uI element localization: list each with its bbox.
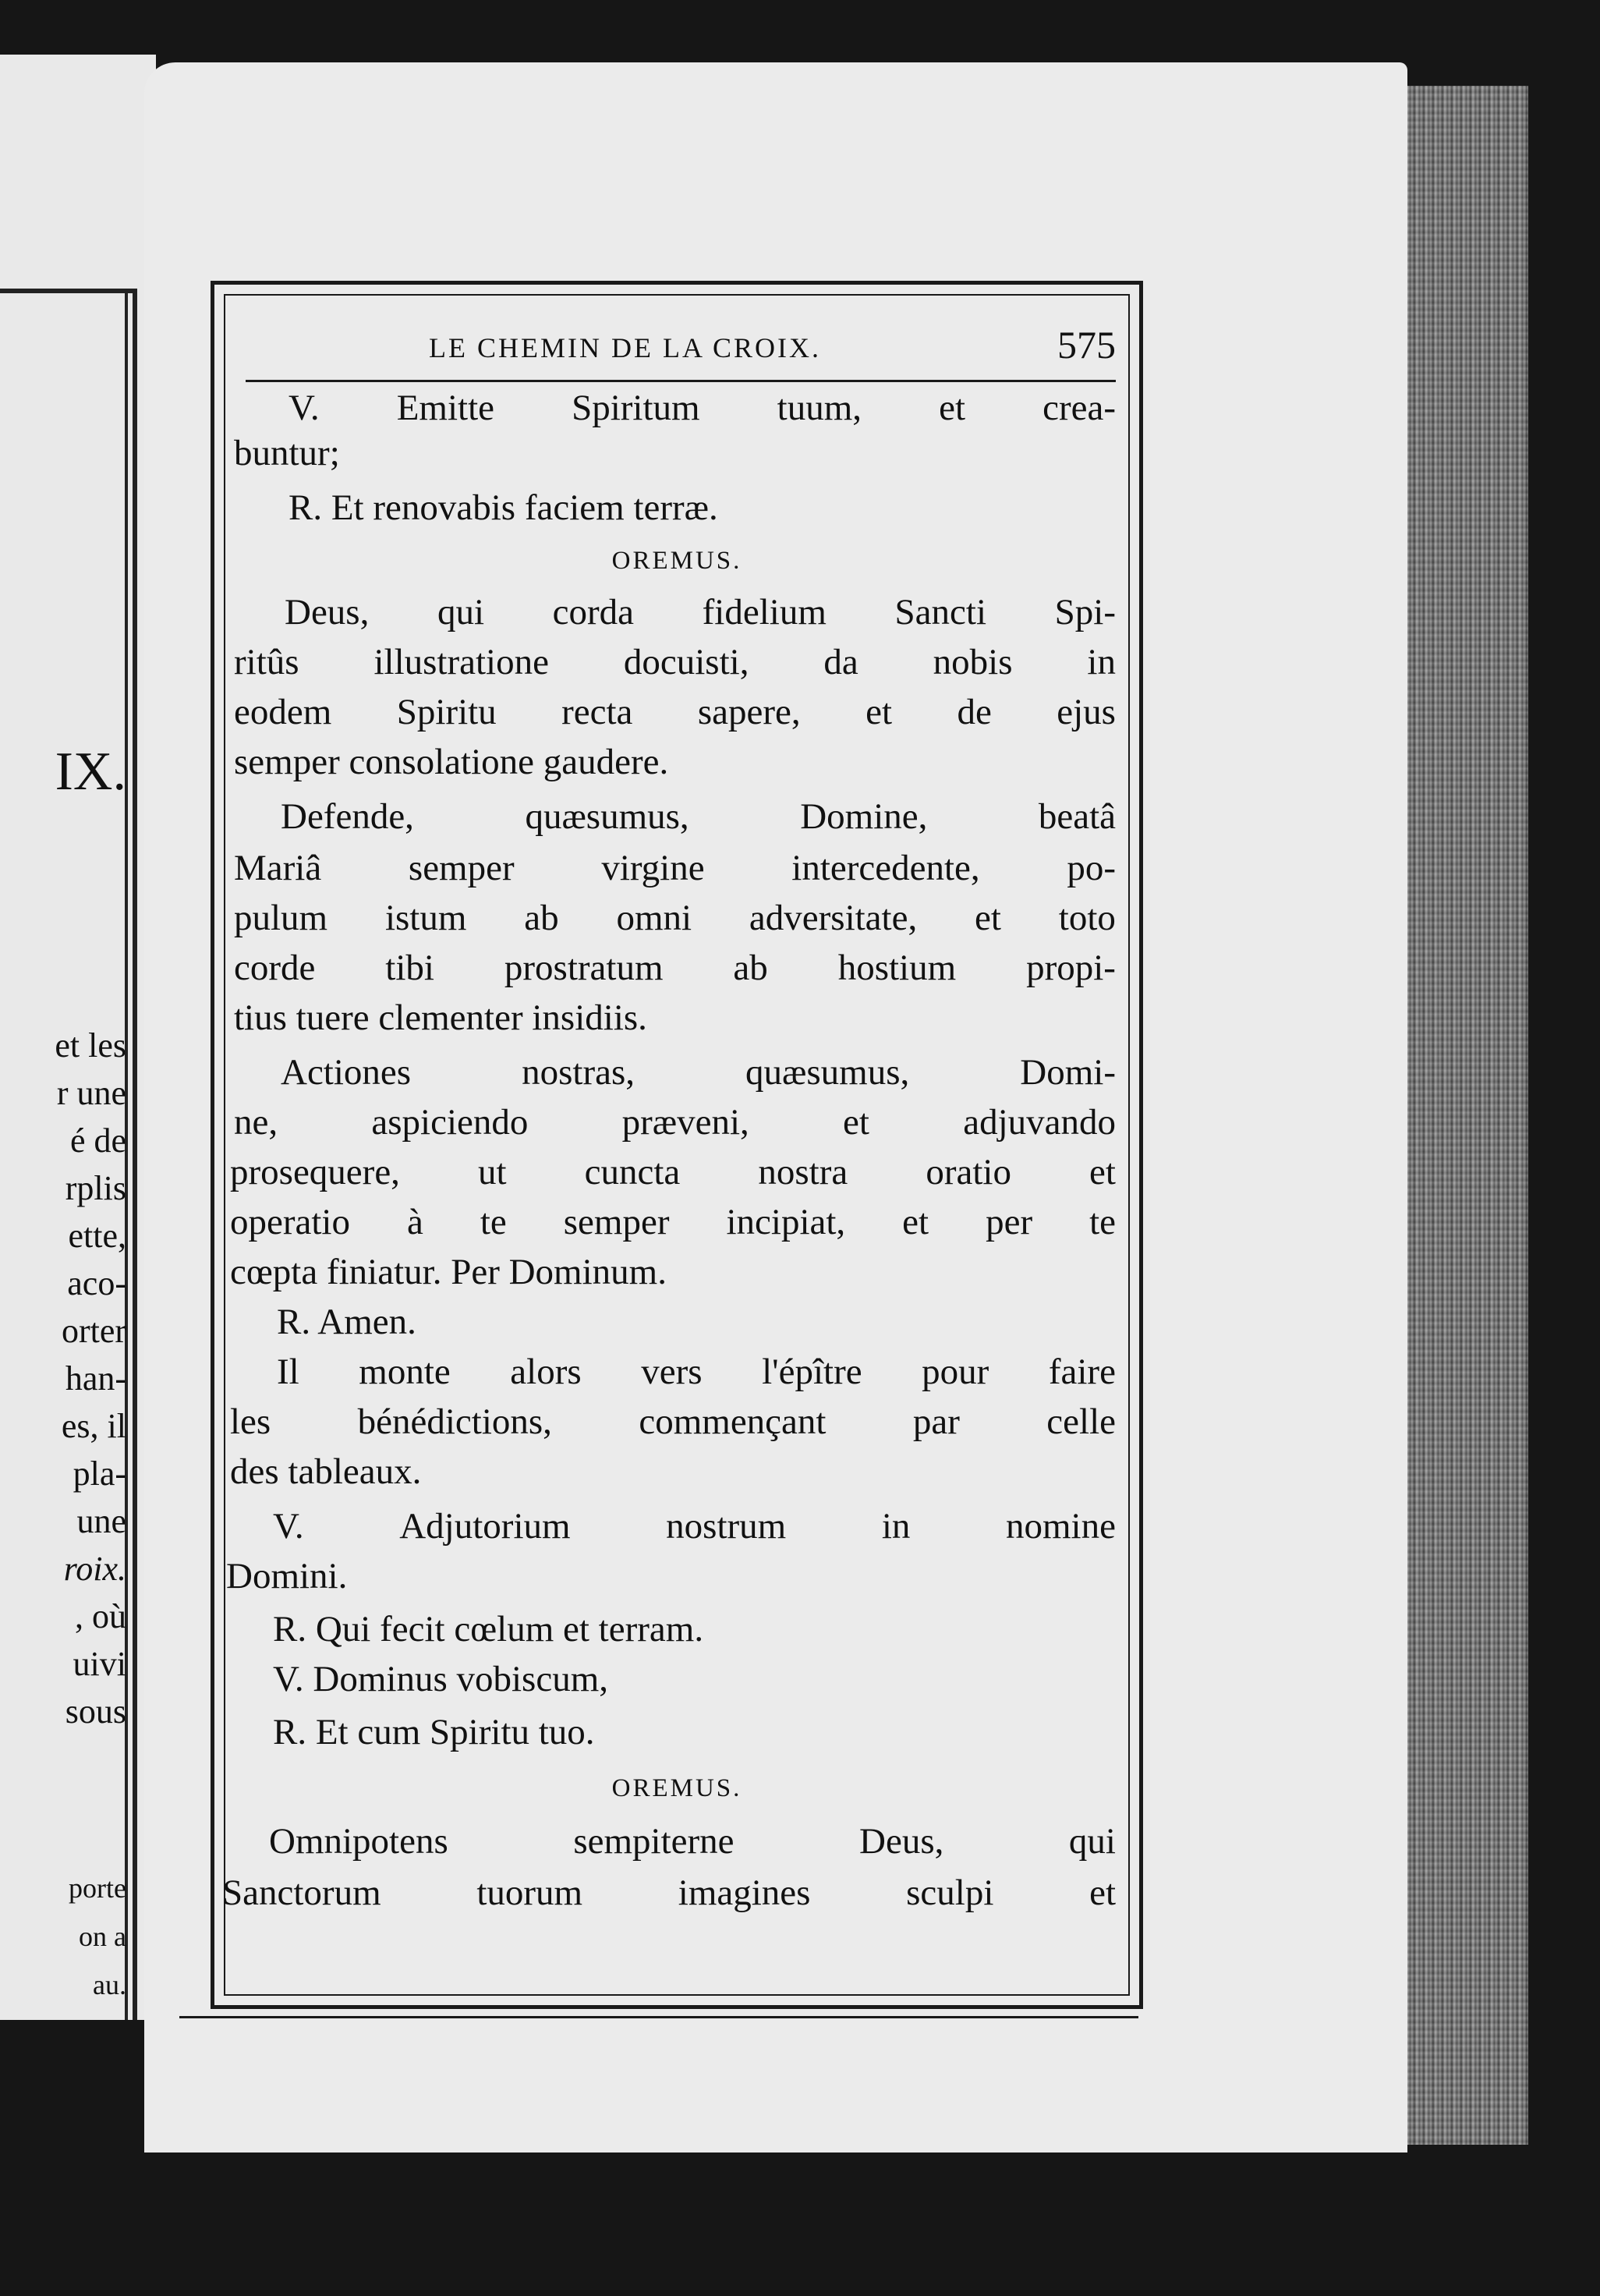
text-line [222,1869,1116,1916]
word: pour [922,1352,989,1392]
word: qui [437,592,485,632]
page-header [246,322,1116,377]
page-number: 575 [1057,323,1116,367]
left-page-line-fragment: ette, [68,1217,126,1255]
word: ut [478,1152,507,1192]
left-page-footnote-fragment: on a [79,1921,126,1952]
word: ritûs [234,642,299,682]
word: recta [561,692,633,732]
left-page-line-fragment: es, il [61,1407,126,1445]
word: et [975,898,1001,938]
word: fidelium [702,592,827,632]
word: Spiritu [396,692,497,732]
word: adjuvando [963,1102,1116,1143]
word: nomine [1005,1506,1116,1547]
word: nostrum [666,1506,787,1547]
word: Mariâ [234,848,322,888]
word: virgine [601,848,705,888]
word: sculpi [906,1873,994,1913]
text-line [234,1099,1116,1146]
word: toto [1058,898,1116,938]
word: propi- [1026,948,1116,988]
running-title: LE CHEMIN DE LA CROIX. [429,332,821,363]
text-line: Domini. [226,1556,348,1596]
word: per [986,1202,1033,1242]
word: ejus [1057,692,1116,732]
word: prosequere, [230,1152,400,1192]
text-line [234,944,1116,991]
text-line: R. Et cum Spiritu tuo. [273,1712,595,1752]
word: Domine, [800,796,928,837]
text-line [230,1149,1116,1196]
text-line [234,845,1116,891]
word: intercedente, [791,848,980,888]
text-line: semper consolatione gaudere. [234,742,669,782]
left-page-line-fragment: sous [65,1692,126,1731]
text-line [234,895,1116,941]
text-line: cœpta finiatur. Per Dominum. [230,1252,667,1292]
word: et [902,1202,929,1242]
left-page-line-fragment: roix. [63,1550,126,1588]
word: Domi- [1020,1052,1116,1093]
text-line: des tableaux. [230,1451,422,1492]
header-rule [246,380,1116,382]
word: tibi [385,948,434,988]
word: et [939,388,966,428]
word: adversitate, [749,898,918,938]
word: hostium [837,948,957,988]
word: in [881,1506,911,1547]
word: nobis [933,642,1013,682]
word: commençant [639,1401,827,1442]
left-page-line-fragment: é de [69,1121,126,1160]
text-line [281,793,1116,840]
word: Deus, [285,592,370,632]
word: imagines [678,1873,811,1913]
word: nostras, [522,1052,635,1093]
text-line [269,1818,1116,1865]
word: monte [359,1352,451,1392]
word: et [1089,1873,1116,1913]
word: po- [1067,848,1116,888]
text-line [230,1398,1116,1445]
left-page-line-fragment: une [76,1502,126,1540]
word: vers [641,1352,703,1392]
left-page-line-fragment: han- [65,1359,126,1398]
word: sapere, [697,692,801,732]
word: tuorum [476,1873,583,1913]
word: istum [384,898,467,938]
word: tuum, [777,388,862,428]
left-page-line-fragment: , où [75,1597,126,1635]
text-line [281,1049,1116,1096]
word: et [1089,1152,1116,1192]
text-line [234,689,1116,735]
word: te [480,1202,507,1242]
word: crea- [1042,388,1116,428]
text-frame [211,281,1143,2009]
bottom-rule [179,2016,1138,2018]
word: eodem [234,692,332,732]
text-line [273,1503,1116,1550]
section-heading: OREMUS. [611,1774,742,1802]
word: Emitte [396,388,495,428]
word: et [843,1102,869,1143]
left-page-line-fragment: et les [55,1026,126,1065]
word: Defende, [281,796,414,837]
word: Spiritum [572,388,700,428]
word: corde [234,948,316,988]
word: Il [277,1352,299,1392]
left-page [0,55,156,2020]
left-page-line-fragment: pla- [73,1454,126,1493]
text-line: R. Qui fecit cœlum et terram. [273,1609,704,1649]
word: V. [288,388,320,428]
word: oratio [926,1152,1011,1192]
word: celle [1046,1401,1116,1442]
word: incipiat, [726,1202,846,1242]
word: præveni, [621,1102,749,1143]
text-line [234,639,1116,686]
left-page-footnote-fragment: porte [69,1873,126,1904]
word: te [1089,1202,1116,1242]
word: Deus, [859,1821,944,1862]
text-line: V. Dominus vobiscum, [273,1659,608,1699]
word: ab [524,898,559,938]
word: illustratione [373,642,549,682]
word: quæsumus, [525,796,689,837]
text-line [288,384,1116,431]
word: qui [1068,1821,1116,1862]
text-line: tius tuere clementer insidiis. [234,997,647,1038]
word: Sanctorum [222,1873,381,1913]
word: faire [1048,1352,1116,1392]
word: par [912,1401,960,1442]
section-heading: OREMUS. [611,547,742,575]
word: alors [510,1352,582,1392]
left-page-footnote-fragments [69,1864,126,2009]
word: semper [563,1202,670,1242]
word: V. [273,1506,304,1547]
word: Omnipotens [269,1821,448,1862]
left-page-line-fragment: aco- [67,1264,126,1302]
word: in [1087,642,1116,682]
word: Sancti [894,592,987,632]
word: de [957,692,992,732]
word: à [406,1202,423,1242]
left-page-line-fragment: rplis [65,1169,126,1207]
word: ne, [234,1102,278,1143]
word: da [823,642,858,682]
word: omni [616,898,692,938]
word: Adjutorium [399,1506,571,1547]
word: aspiciendo [371,1102,529,1143]
word: nostra [758,1152,848,1192]
left-page-text-fragments [55,1022,126,1735]
word: bénédictions, [357,1401,552,1442]
text-line [285,589,1116,636]
word: prostratum [504,948,664,988]
word: pulum [234,898,328,938]
word: l'épître [762,1352,862,1392]
word: sempiterne [573,1821,735,1862]
text-line [230,1199,1116,1245]
left-page-line-fragment: orter [61,1312,126,1350]
word: Actiones [281,1052,412,1093]
word: cuncta [584,1152,681,1192]
word: Spi- [1054,592,1116,632]
word: et [865,692,892,732]
word: docuisti, [623,642,749,682]
text-line: buntur; [234,433,340,473]
word: ab [733,948,768,988]
left-page-footnote-fragment: au. [93,1969,126,2000]
left-page-line-fragment: r une [56,1074,126,1112]
text-line: R. Amen. [277,1302,416,1342]
word: semper [408,848,515,888]
text-line: R. Et renovabis faciem terræ. [288,487,718,528]
word: les [230,1401,271,1442]
left-page-line-fragment: uivi [73,1645,126,1683]
word: beatâ [1038,796,1116,837]
text-line [277,1348,1116,1395]
word: operatio [230,1202,350,1242]
left-page-heading-fragment: IX. [55,742,126,802]
word: corda [552,592,635,632]
word: quæsumus, [745,1052,910,1093]
